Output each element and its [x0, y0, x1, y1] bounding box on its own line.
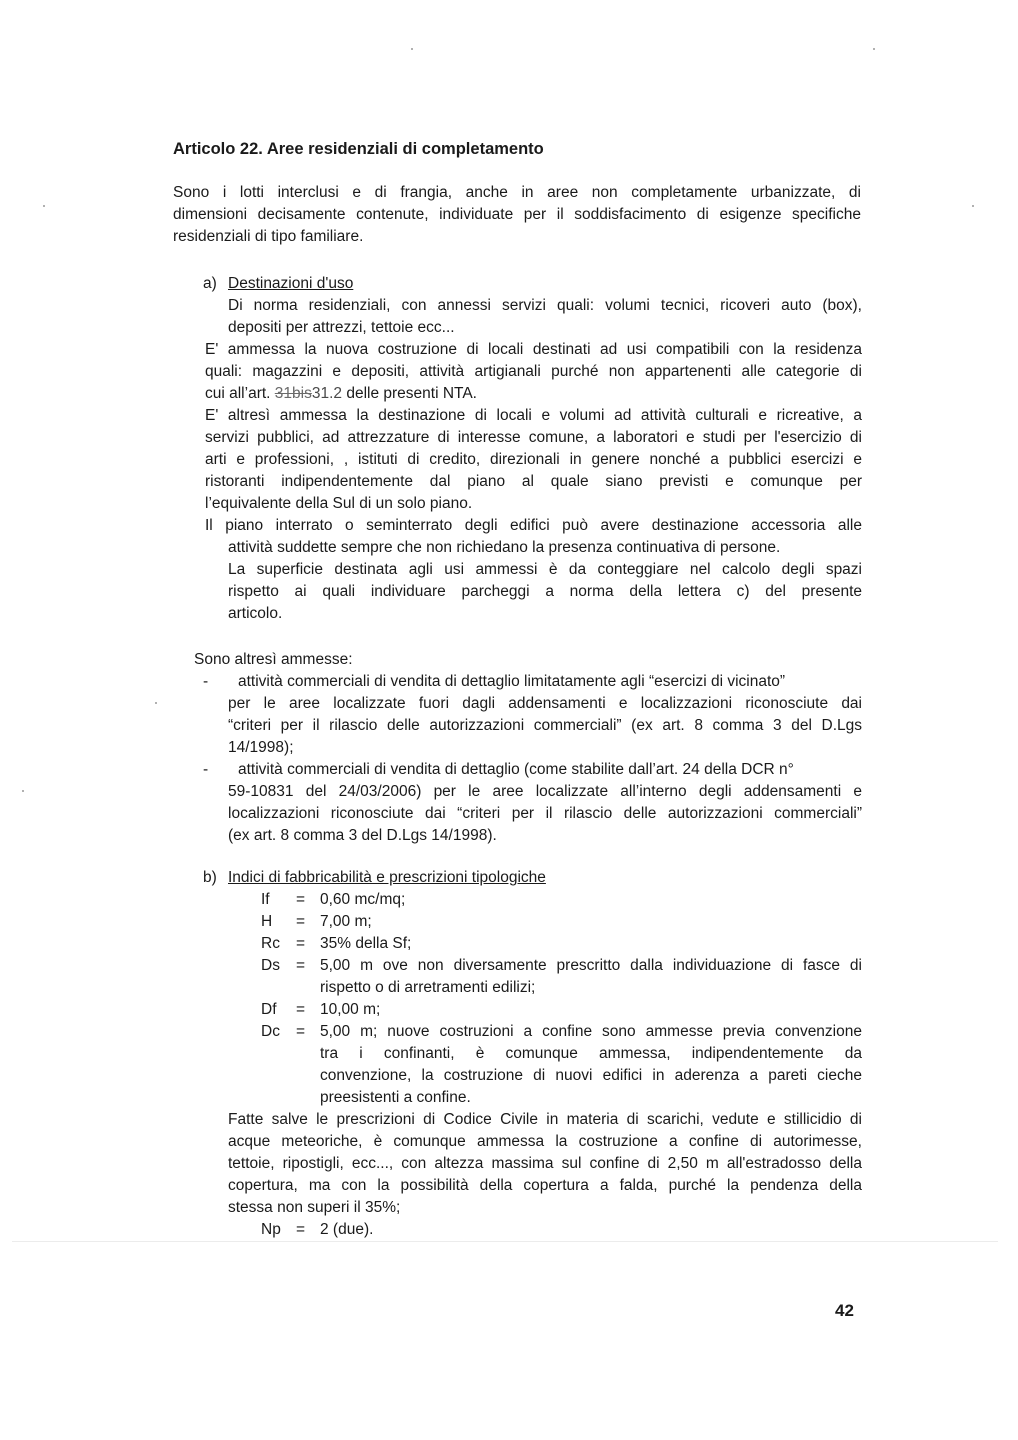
deleted-reference: 31bis	[274, 385, 312, 402]
list-item-line: attività commerciali di vendita di dettaglio (come stabilite dall’art. 24 della DCR n°	[238, 761, 794, 778]
section-b-paragraph-line: acque meteoriche, è comunque ammessa la costruzione a confine di autorimesse,	[228, 1133, 862, 1150]
index-equals: =	[296, 1001, 306, 1018]
section-a-p3-line: servizi pubblici, ad attrezzature di interesse comune, a laboratori e studi per l'esercizio di	[205, 429, 862, 446]
index-symbol: Dc	[261, 1023, 280, 1040]
scan-line	[12, 1241, 998, 1242]
section-b-paragraph-line: stessa non superi il 35%;	[228, 1199, 401, 1216]
index-value: tra i confinanti, è comunque ammessa, indipendentemente da	[320, 1045, 862, 1062]
index-symbol: Ds	[261, 957, 280, 974]
index-equals: =	[296, 957, 306, 974]
index-equals: =	[296, 913, 306, 930]
also-allowed-heading: Sono altresì ammesse:	[194, 651, 353, 668]
section-a-p1-line: Di norma residenziali, con annessi servizi quali: volumi tecnici, ricoveri auto (box),	[228, 297, 862, 314]
scan-speck	[22, 790, 24, 792]
scan-speck	[972, 205, 974, 207]
intro-line: residenziali di tipo familiare.	[173, 228, 364, 245]
section-b-paragraph-line: Fatte salve le prescrizioni di Codice Civile in materia di scarichi, vedute e stillicidio di	[228, 1111, 862, 1128]
p2-suffix: delle presenti NTA.	[342, 385, 477, 402]
section-a-p4-line: Il piano interrato o seminterrato degli edifici può avere destinazione accessoria alle	[205, 517, 862, 534]
index-equals: =	[296, 891, 306, 908]
section-a-p4-line: articolo.	[228, 605, 283, 622]
index-symbol: Rc	[261, 935, 280, 952]
section-a-heading: Destinazioni d'uso	[228, 275, 354, 292]
intro-line: dimensioni decisamente contenute, individuate per il soddisfacimento di esigenze specifiche	[173, 206, 861, 223]
list-item-line: 59-10831 del 24/03/2006) per le aree localizzate all’interno degli addensamenti e	[228, 783, 862, 800]
section-a-p2-last-line	[205, 383, 862, 405]
section-a-p2-line: E' ammessa la nuova costruzione di locali destinati ad usi compatibili con la residenza	[205, 341, 862, 358]
page-number: 42	[835, 1301, 854, 1320]
list-item-line: (ex art. 8 comma 3 del D.Lgs 14/1998).	[228, 827, 497, 844]
index-equals: =	[296, 1221, 306, 1238]
index-value: rispetto o di arretramenti edilizi;	[320, 979, 536, 996]
index-symbol: H	[261, 913, 273, 930]
index-value: convenzione, la costruzione di nuovi edifici in aderenza a pareti cieche	[320, 1067, 862, 1084]
index-value: 35% della Sf;	[320, 935, 412, 952]
index-symbol: Np	[261, 1221, 281, 1238]
section-a-p4-line: rispetto ai quali individuare parcheggi a norma della lettera c) del presente	[228, 583, 862, 600]
new-reference: 31.2	[311, 385, 343, 402]
section-a-p1-line: depositi per attrezzi, tettoie ecc...	[228, 319, 455, 336]
index-symbol: If	[261, 891, 270, 908]
list-item-line: attività commerciali di vendita di dettaglio limitatamente agli “esercizi di vicinato”	[238, 673, 786, 690]
index-symbol: Df	[261, 1001, 277, 1018]
section-a-marker: a)	[203, 275, 217, 292]
p2-prefix: cui all’art.	[205, 385, 275, 402]
scan-speck	[43, 205, 45, 207]
section-b-paragraph-line: copertura, ma con la possibilità della copertura a falda, purché la pendenza della	[228, 1177, 862, 1194]
scan-speck	[155, 702, 157, 704]
section-b-paragraph-line: tettoie, ripostigli, ecc..., con altezza massima sul confine di 2,50 m all'estradosso della	[228, 1155, 862, 1172]
index-value: 7,00 m;	[320, 913, 372, 930]
index-value: 5,00 m ove non diversamente prescritto dalla individuazione di fasce di	[320, 957, 862, 974]
section-a-p3-line: ristoranti indipendentemente dal piano al quale siano previsti e comunque per	[205, 473, 862, 490]
list-item-line: “criteri per il rilascio delle autorizzazioni commerciali” (ex art. 8 comma 3 del D.Lgs	[228, 717, 862, 734]
intro-line: Sono i lotti interclusi e di frangia, anche in aree non completamente urbanizzate, di	[173, 184, 861, 201]
index-value: 2 (due).	[320, 1221, 374, 1238]
section-b-marker: b)	[203, 869, 217, 886]
index-value: 0,60 mc/mq;	[320, 891, 406, 908]
article-title: Articolo 22. Aree residenziali di completamento	[173, 140, 544, 158]
list-item-line: per le aree localizzate fuori dagli addensamenti e localizzazioni riconosciute dai	[228, 695, 862, 712]
list-dash: -	[203, 761, 209, 778]
section-a-p4-line: attività suddette sempre che non richiedano la presenza continuativa di persone.	[228, 539, 781, 556]
section-a-p3-line: l’equivalente della Sul di un solo piano.	[205, 495, 473, 512]
index-value: 5,00 m; nuove costruzioni a confine sono ammesse previa convenzione	[320, 1023, 862, 1040]
index-equals: =	[296, 935, 306, 952]
list-dash: -	[203, 673, 209, 690]
scan-speck	[411, 48, 413, 50]
index-value: preesistenti a confine.	[320, 1089, 471, 1106]
list-item-line: localizzazioni riconosciute dai “criteri per il rilascio delle autorizzazioni commerciali”	[228, 805, 862, 822]
index-value: 10,00 m;	[320, 1001, 381, 1018]
index-equals: =	[296, 1023, 306, 1040]
section-a-p4-line: La superficie destinata agli usi ammessi è da conteggiare nel calcolo degli spazi	[228, 561, 862, 578]
scan-speck	[873, 48, 875, 50]
section-a-p3-line: E' altresì ammessa la destinazione di locali e volumi ad attività culturali e ricreative, a	[205, 407, 862, 424]
section-a-p2-line: quali: magazzini e depositi, attività artigianali purché non appartenenti alle categorie di	[205, 363, 862, 380]
section-a-p3-line: arti e professioni, , istituti di credito, direzionali in genere nonché a pubblici esercizi e	[205, 451, 862, 468]
list-item-line: 14/1998);	[228, 739, 294, 756]
section-b-heading: Indici di fabbricabilità e prescrizioni tipologiche	[228, 869, 546, 886]
